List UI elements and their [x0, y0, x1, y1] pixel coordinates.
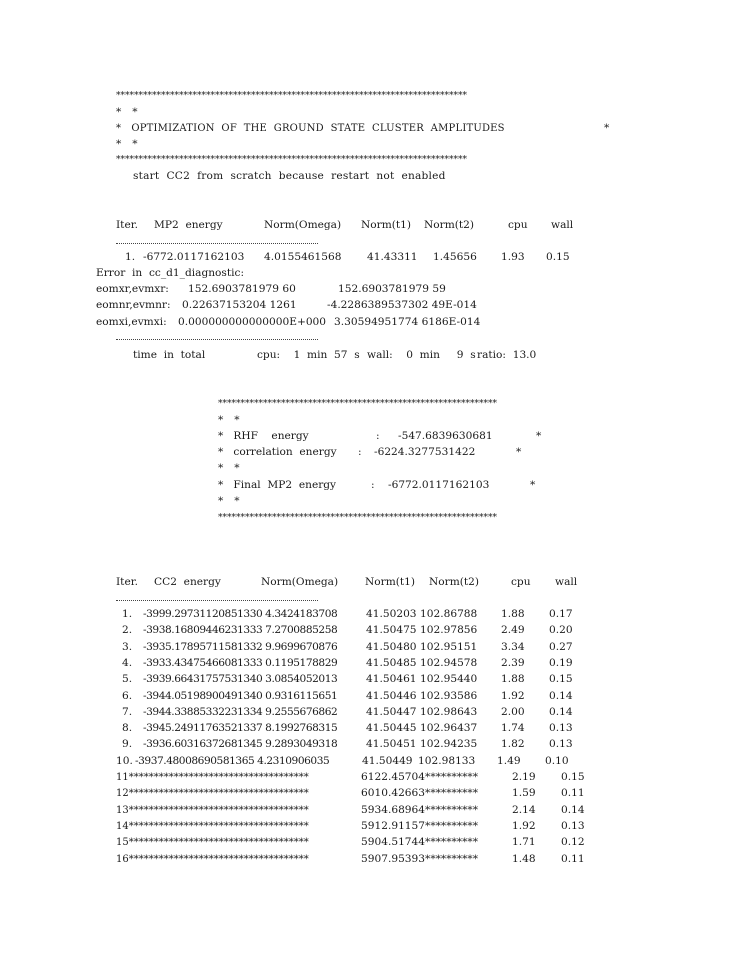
banner-blank-line: * *	[116, 138, 138, 150]
cc2-norm-overflow: 5934.68964**********	[361, 803, 478, 816]
mp2-norm-t1: 41.43311	[367, 251, 418, 263]
mp2-header-iter: Iter.	[116, 219, 138, 231]
correlation-energy-colon: :	[358, 446, 362, 458]
cc2-cpu: 2.14	[512, 803, 536, 816]
cc2-norm-t2: 102.93586	[420, 689, 478, 702]
cc2-cpu: 1.82	[501, 738, 525, 751]
cc2-header-norm-t1: Norm(t1)	[365, 576, 416, 588]
cc2-wall: 0.12	[561, 836, 585, 849]
mp2-header-separator	[116, 243, 318, 244]
mp2-norm-t2: 1.45656	[433, 251, 477, 263]
cc2-cpu: 1.74	[501, 722, 525, 735]
cc2-wall: 0.11	[561, 852, 585, 865]
cc2-norm-t1: 41.50447	[366, 705, 417, 718]
energy-box-blank: * *	[218, 462, 240, 474]
timing-cpu: cpu: 1 min 57 s	[257, 349, 360, 361]
mp2-cpu: 1.93	[501, 251, 525, 263]
final-mp2-energy-label: * Final MP2 energy	[218, 479, 337, 491]
energy-box-top-border: **************************************************************	[218, 399, 497, 409]
diag-value-b: -4.2286389537302 49E-014	[327, 299, 477, 311]
rhf-energy-colon: :	[376, 430, 380, 442]
diag-value-b: 3.30594951774 6186E-014	[334, 316, 481, 328]
mp2-norm-omega: 4.0155461568	[264, 251, 342, 263]
cc2-cpu: 1.88	[501, 608, 525, 620]
cc2-wall: 0.14	[561, 803, 585, 816]
mp2-header-wall: wall	[551, 219, 574, 231]
cc2-iter: 4.	[122, 656, 133, 669]
cc2-wall: 0.14	[549, 689, 573, 702]
energy-box-blank: * *	[218, 414, 240, 426]
cc2-norm-overflow: 5912.91157**********	[361, 819, 478, 832]
cc2-norm-t2: 102.98133	[418, 754, 476, 767]
cc2-cpu: 2.39	[501, 656, 525, 669]
cc2-iter: 5.	[122, 673, 133, 686]
energy-box-bottom-border: **************************************************************	[218, 513, 497, 523]
mp2-wall: 0.15	[546, 251, 570, 263]
correlation-energy-end: *	[516, 446, 522, 458]
final-mp2-energy-value: -6772.0117162103	[388, 479, 490, 491]
cc2-norm-overflow: 6010.42663**********	[361, 787, 478, 800]
cc2-cpu: 3.34	[501, 640, 525, 653]
cc2-norm-t2: 102.97856	[420, 624, 478, 637]
cc2-header-energy: CC2 energy	[154, 576, 221, 588]
cc2-wall: 0.11	[561, 787, 585, 800]
cc2-norm-overflow: 5907.95393**********	[361, 852, 478, 865]
cc2-norm-overflow: 6122.45704**********	[361, 771, 478, 783]
timing-separator	[116, 339, 318, 340]
cc2-cpu: 2.19	[512, 771, 536, 783]
cc2-cpu: 1.92	[512, 819, 536, 832]
cc2-energy-omega: -3999.29731120851330 4.3424183708	[143, 608, 338, 620]
cc2-norm-t1: 41.50461	[366, 673, 417, 686]
cc2-header-norm-t2: Norm(t2)	[429, 576, 480, 588]
rhf-energy-value: -547.6839630681	[398, 430, 493, 442]
diag-label: eomxr,evmxr:	[96, 283, 169, 295]
cc2-norm-t1: 41.50203	[366, 608, 417, 620]
mp2-header-norm-omega: Norm(Omega)	[264, 219, 342, 231]
mp2-header-norm-t2: Norm(t2)	[424, 219, 475, 231]
correlation-energy-label: * correlation energy	[218, 446, 337, 458]
cc2-iter: 7.	[122, 705, 133, 718]
diag-value-a: 0.000000000000000E+000	[178, 316, 327, 328]
cc2-iter: 8.	[122, 722, 133, 735]
banner-title: * OPTIMIZATION OF THE GROUND STATE CLUSTER AMPLITUDES	[116, 123, 505, 134]
diag-value-a: 152.6903781979 60	[188, 283, 296, 295]
cc2-wall: 0.15	[561, 771, 585, 783]
cc2-norm-overflow: 5904.51744**********	[361, 836, 478, 849]
cc2-norm-t2: 102.94235	[420, 738, 478, 751]
cc2-norm-t2: 102.95440	[420, 673, 478, 686]
timing-wall: wall: 0 min 9 s	[367, 349, 476, 361]
start-message: start CC2 from scratch because restart not enabled	[133, 170, 446, 182]
cc2-wall: 0.15	[549, 673, 573, 686]
cc2-iter: 3.	[122, 640, 133, 653]
cc2-energy-omega: -3936.60316372681345 9.2893049318	[143, 738, 338, 751]
cc2-norm-t1: 41.50449	[362, 754, 413, 767]
banner-title-end: *	[604, 122, 610, 134]
final-mp2-energy-end: *	[530, 479, 536, 491]
cc2-norm-t2: 102.94578	[420, 656, 478, 669]
cc2-header-wall: wall	[555, 576, 578, 588]
mp2-iter: 1.	[125, 251, 136, 263]
timing-ratio: ratio: 13.0	[477, 349, 537, 361]
cc2-wall: 0.13	[549, 738, 573, 751]
cc2-cpu: 2.49	[501, 624, 525, 637]
cc2-cpu: 1.59	[512, 787, 536, 800]
cc2-cpu: 1.92	[501, 689, 525, 702]
cc2-iter-overflow: 14************************************	[116, 820, 309, 832]
cc2-norm-t1: 41.50446	[366, 689, 417, 702]
cc2-norm-t1: 41.50451	[366, 738, 417, 751]
cc2-norm-t2: 102.98643	[420, 705, 478, 718]
diag-label: eomnr,evmnr:	[96, 299, 171, 311]
energy-box-blank: * *	[218, 495, 240, 507]
cc2-energy-omega: -3944.33885332231334 9.2555676862	[143, 705, 338, 718]
rhf-energy-end: *	[536, 430, 542, 442]
cc2-energy-omega: -3945.24911763521337 8.1992768315	[143, 722, 338, 735]
diagnostic-error: Error in cc_d1_diagnostic:	[96, 267, 245, 279]
cc2-iter: 10.	[116, 754, 133, 767]
cc2-iter-overflow: 15************************************	[116, 837, 309, 849]
cc2-norm-t1: 41.50445	[366, 722, 417, 735]
cc2-iter: 2.	[122, 624, 133, 637]
diag-label: eomxi,evmxi:	[96, 316, 167, 328]
cc2-energy-omega: -3939.66431757531340 3.0854052013	[143, 673, 338, 686]
cc2-norm-t2: 102.95151	[420, 640, 478, 653]
banner-top-border: ******************************************************************************	[116, 91, 467, 101]
timing-label: time in total	[133, 349, 206, 361]
cc2-energy-omega: -3937.48008690581365 4.2310906035	[135, 754, 330, 767]
cc2-energy-omega: -3938.16809446231333 7.2700885258	[143, 624, 338, 637]
cc2-wall: 0.14	[549, 705, 573, 718]
cc2-cpu: 1.49	[497, 754, 521, 767]
correlation-energy-value: -6224.3277531422	[374, 446, 476, 458]
cc2-header-cpu: cpu	[511, 576, 531, 588]
cc2-norm-t2: 102.96437	[420, 722, 478, 735]
banner-blank-line: * *	[116, 106, 138, 118]
cc2-energy-omega: -3944.05198900491340 0.9316115651	[143, 689, 338, 702]
cc2-norm-t1: 41.50475	[366, 624, 417, 637]
cc2-iter-overflow: 13************************************	[116, 804, 309, 816]
cc2-cpu: 1.88	[501, 673, 525, 686]
cc2-header-norm-omega: Norm(Omega)	[261, 576, 339, 588]
cc2-cpu: 1.71	[512, 836, 536, 849]
cc2-energy-omega: -3933.43475466081333 0.1195178829	[143, 656, 338, 669]
rhf-energy-label: * RHF energy	[218, 430, 309, 442]
mp2-header-cpu: cpu	[508, 219, 528, 231]
diag-value-b: 152.6903781979 59	[338, 283, 446, 295]
cc2-wall: 0.19	[549, 656, 573, 669]
cc2-header-separator	[116, 600, 318, 601]
cc2-wall: 0.13	[549, 722, 573, 735]
cc2-wall: 0.20	[549, 624, 573, 637]
cc2-norm-t1: 41.50485	[366, 656, 417, 669]
cc2-wall: 0.13	[561, 819, 585, 832]
cc2-iter: 9.	[122, 738, 133, 751]
mp2-energy: -6772.0117162103	[143, 251, 245, 263]
cc2-cpu: 1.48	[512, 852, 536, 865]
mp2-header-norm-t1: Norm(t1)	[361, 219, 412, 231]
cc2-iter-overflow: 16************************************	[116, 853, 309, 865]
cc2-norm-t1: 41.50480	[366, 640, 417, 653]
cc2-energy-omega: -3935.17895711581332 9.9699670876	[143, 640, 338, 653]
cc2-wall: 0.10	[545, 754, 569, 767]
cc2-cpu: 2.00	[501, 705, 525, 718]
banner-bottom-border: ******************************************************************************	[116, 155, 467, 165]
final-mp2-energy-colon: :	[371, 479, 375, 491]
cc2-iter-overflow: 11************************************	[116, 772, 309, 783]
cc2-wall: 0.27	[549, 640, 573, 653]
cc2-iter-overflow: 12************************************	[116, 788, 309, 800]
cc2-iter: 6.	[122, 689, 133, 702]
cc2-header-iter: Iter.	[116, 576, 138, 588]
diag-value-a: 0.22637153204 1261	[182, 299, 297, 311]
cc2-iter: 1.	[122, 608, 133, 620]
mp2-header-energy: MP2 energy	[154, 219, 223, 231]
cc2-wall: 0.17	[549, 608, 573, 620]
cc2-norm-t2: 102.86788	[420, 608, 478, 620]
